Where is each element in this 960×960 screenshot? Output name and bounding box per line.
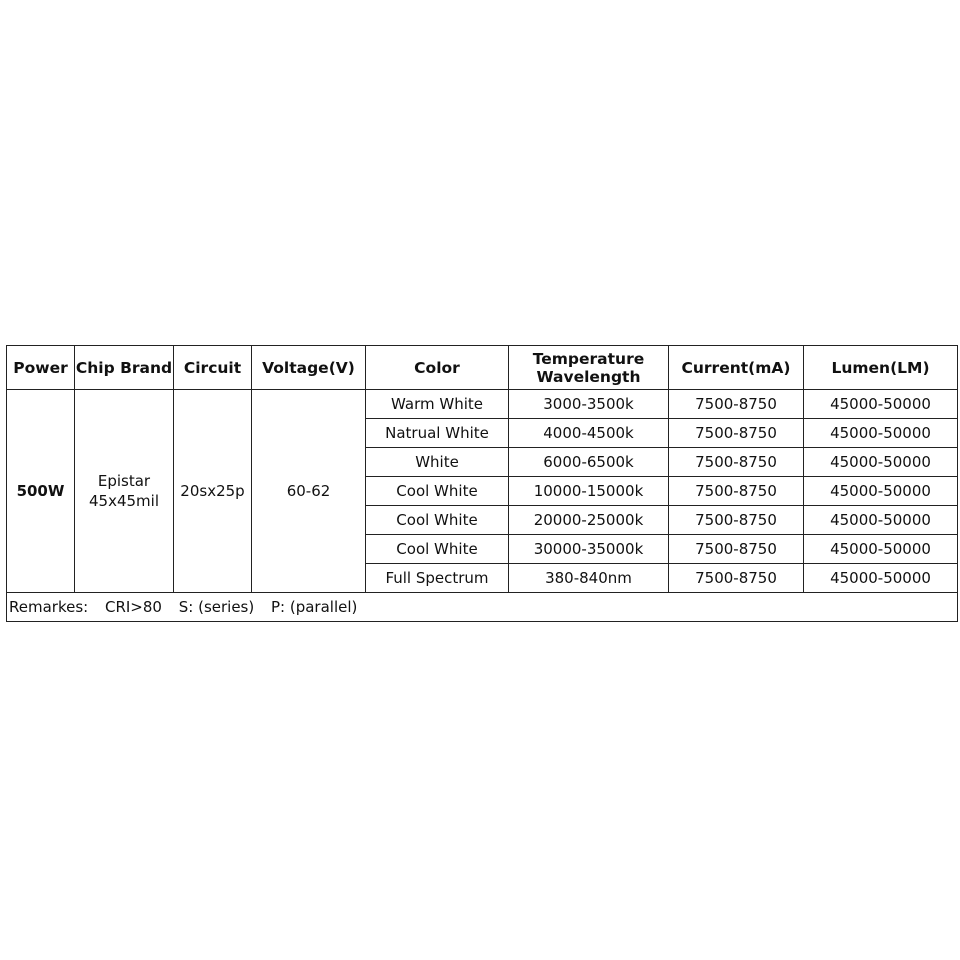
remarks-row	[7, 593, 958, 622]
temperature-cell: 4000-4500k	[509, 419, 669, 448]
temperature-cell: 30000-35000k	[509, 535, 669, 564]
header-power: Power	[7, 346, 75, 390]
spec-table	[6, 345, 958, 622]
chip-brand-line2: 45x45mil	[89, 492, 159, 510]
remarks-label: Remarkes:	[9, 598, 89, 616]
color-cell: Full Spectrum	[366, 564, 509, 593]
remarks-cri: CRI>80	[104, 598, 162, 616]
color-cell: Cool White	[366, 535, 509, 564]
color-cell: Cool White	[366, 506, 509, 535]
header-temperature	[509, 346, 669, 390]
current-cell: 7500-8750	[669, 564, 804, 593]
header-row	[7, 346, 958, 390]
lumen-cell: 45000-50000	[804, 390, 958, 419]
current-cell: 7500-8750	[669, 419, 804, 448]
temperature-cell: 10000-15000k	[509, 477, 669, 506]
header-current: Current(mA)	[669, 346, 804, 390]
header-voltage: Voltage(V)	[252, 346, 366, 390]
lumen-cell: 45000-50000	[804, 506, 958, 535]
temperature-cell: 20000-25000k	[509, 506, 669, 535]
remarks-parallel: P: (parallel)	[271, 598, 358, 616]
header-temperature-line1: Temperature	[532, 349, 645, 368]
color-cell: Cool White	[366, 477, 509, 506]
temperature-cell: 380-840nm	[509, 564, 669, 593]
header-temperature-line2: Wavelength	[536, 367, 641, 386]
header-circuit: Circuit	[174, 346, 252, 390]
color-cell: Natrual White	[366, 419, 509, 448]
chip-brand-cell	[75, 390, 174, 593]
header-lumen: Lumen(LM)	[804, 346, 958, 390]
color-cell: Warm White	[366, 390, 509, 419]
temperature-cell: 3000-3500k	[509, 390, 669, 419]
power-cell: 500W	[7, 390, 75, 593]
lumen-cell: 45000-50000	[804, 564, 958, 593]
current-cell: 7500-8750	[669, 506, 804, 535]
current-cell: 7500-8750	[669, 477, 804, 506]
lumen-cell: 45000-50000	[804, 419, 958, 448]
lumen-cell: 45000-50000	[804, 477, 958, 506]
circuit-cell: 20sx25p	[174, 390, 252, 593]
lumen-cell: 45000-50000	[804, 535, 958, 564]
current-cell: 7500-8750	[669, 390, 804, 419]
remarks-cell	[7, 593, 958, 622]
color-cell: White	[366, 448, 509, 477]
voltage-cell: 60-62	[252, 390, 366, 593]
lumen-cell: 45000-50000	[804, 448, 958, 477]
temperature-cell: 6000-6500k	[509, 448, 669, 477]
header-color: Color	[366, 346, 509, 390]
current-cell: 7500-8750	[669, 448, 804, 477]
remarks-series: S: (series)	[178, 598, 255, 616]
chip-brand-line1: Epistar	[97, 472, 151, 490]
current-cell: 7500-8750	[669, 535, 804, 564]
header-chip-brand: Chip Brand	[75, 346, 174, 390]
table-row	[7, 390, 958, 419]
